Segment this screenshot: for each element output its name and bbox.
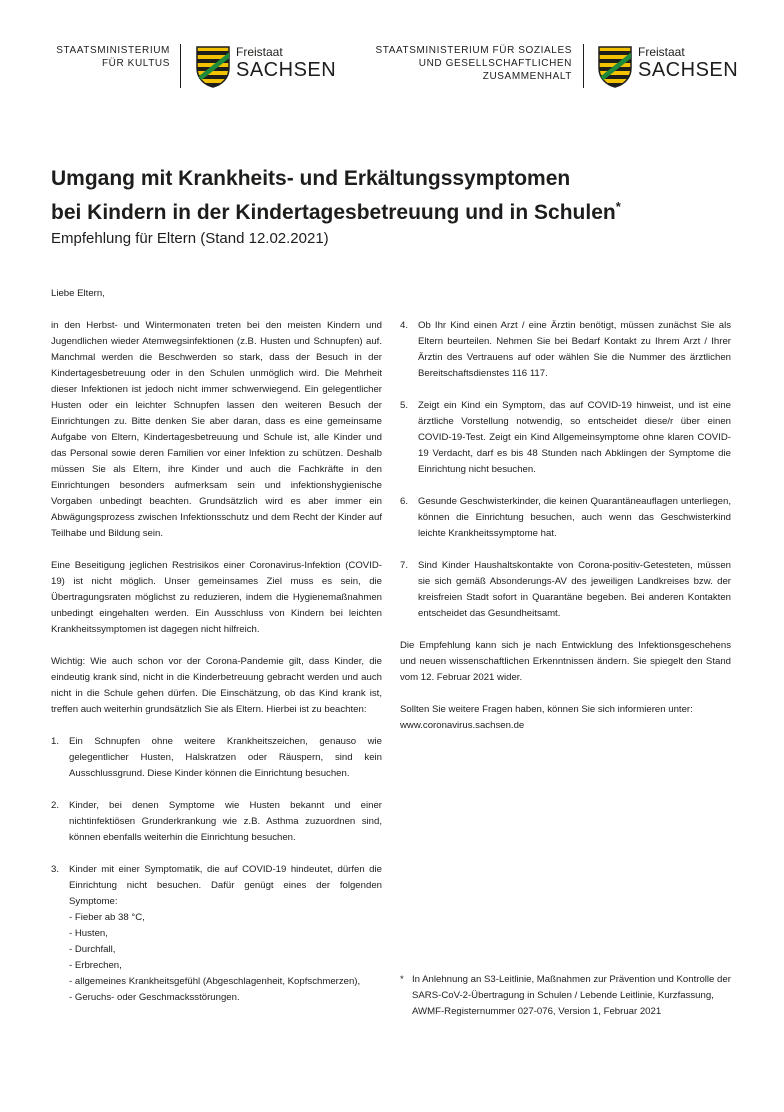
- intro-paragraph: in den Herbst- und Wintermonaten treten bei den meisten Kindern und Jugendlichen wieder Atemwegsinfektionen (z.B. Husten und Schnupfen) auf. Manchmal werden die Beschwerden so stark, dass der Besuch in der Kindertagesbetreuung oder in den Schulen unmöglich wird. Die Mehrheit dieser Infektionen ist jedoch nicht immer schwerwiegend. Ein gelegentlicher Husten oder ein leichter Schnupfen lassen den weiteren Besuch der Einrichtungen zu. Bitte denken Sie aber daran, dass es eine gemeinsame Aufgabe von Eltern, Kindertagesbetreuung und Schule ist, alle Kinder und das Personal sowie deren Familien vor einer Infektion zu schützen. Deshalb müssen Sie als Eltern, ihre Kinder und auch die Fachkräfte in den Einrichtungen besonders aufmerksam sein und infektionshygienische Vorgaben unbedingt beachten. Grundsätzlich wird es aber immer ein Abwägungsprozess zwischen Infektionsschutz und dem Recht der Kinder auf Teilhabe und Bildung sein.: [51, 320, 382, 539]
- list-item-number: 6.: [400, 496, 409, 507]
- document-title: [51, 165, 741, 227]
- symptom-item: - Geruchs- oder Geschmacksstörungen.: [69, 992, 240, 1003]
- list-item-text: Ein Schnupfen ohne weitere Krankheitszeichen, genauso wie gelegentlicher Husten, Halskratzen oder Räuspern, sind kein Ausschlussgrund. Diese Kinder können die Einrichtung besuchen.: [69, 736, 382, 779]
- symptom-item: - Durchfall,: [69, 944, 116, 955]
- rules-list-right: [400, 318, 731, 622]
- saxony-crest-icon: [196, 46, 230, 88]
- change-notice-paragraph: Die Empfehlung kann sich je nach Entwicklung des Infektionsgeschehens und neuen wissenschaftlichen Erkenntnissen ändern. Sie spiegelt den Stand vom 12. Februar 2021 wider.: [400, 640, 731, 683]
- page-header: [0, 0, 784, 110]
- title-line-2: [51, 193, 741, 227]
- freistaat-label: Freistaat: [638, 45, 685, 59]
- footnote-mark: *: [400, 974, 404, 985]
- list-item: [400, 318, 731, 382]
- list-item: [400, 558, 731, 622]
- list-item: [51, 862, 382, 1006]
- symptom-item: - allgemeines Krankheitsgefühl (Abgeschlagenheit, Kopfschmerzen),: [69, 976, 361, 987]
- right-column: [400, 318, 731, 734]
- symptom-list: [69, 910, 382, 1006]
- freistaat-label: Freistaat: [236, 45, 283, 59]
- list-item-number: 4.: [400, 320, 409, 331]
- title-line-1: Umgang mit Krankheits- und Erkältungssymptomen: [51, 167, 571, 190]
- list-item-text: Kinder mit einer Symptomatik, die auf COVID-19 hindeutet, dürfen die Einrichtung nicht besuchen. Dafür genügt eines der folgenden Symptome:: [69, 864, 382, 907]
- footnote: [400, 972, 731, 1020]
- list-item: [400, 494, 731, 542]
- footnote-mark: *: [615, 199, 621, 214]
- sachsen-label: SACHSEN: [236, 59, 337, 81]
- list-item: [51, 734, 382, 782]
- rules-list-left: [51, 734, 382, 1006]
- questions-paragraph: [400, 702, 731, 734]
- footnote-text: In Anlehnung an S3-Leitlinie, Maßnahmen zur Prävention und Kontrolle der SARS-CoV-2-Übertragung in Schulen / Lebende Leitlinie, Kurzfassung, AWMF-Registernummer 027-076, Version 1, Februar 2021: [412, 974, 731, 1017]
- list-item-text: Sind Kinder Haushaltskontakte von Corona-positiv-Getesteten, müssen sie sich gemäß Absonderungs-AV des jeweiligen Landkreises bzw. der kreisfreien Stadt sofort in Quarantäne begeben. Bei anderen Kontakten entscheidet das Gesundheitsamt.: [418, 560, 731, 619]
- saxony-crest-icon: [598, 46, 632, 88]
- header-divider-left: [180, 44, 181, 88]
- ministry-kultus-name: STAATSMINISTERIUM FÜR KULTUS: [56, 45, 170, 69]
- important-paragraph: Wichtig: Wie auch schon vor der Corona-Pandemie gilt, dass Kinder, die eindeutig krank sind, nicht in die Kinderbetreuung gebracht werden und auch nicht in die Schule gehen dürfen. Die Einschätzung, ob das Kind krank ist, treffen auch weiterhin grundsätzlich Sie als Eltern. Hierbei ist zu beachten:: [51, 656, 382, 715]
- list-item-text: Kinder, bei denen Symptome wie Husten bekannt und einer nichtinfektiösen Grunderkrankung wie z.B. Asthma zuzuordnen sind, können ebenfalls weiterhin die Einrichtung besuchen.: [69, 800, 382, 843]
- list-item-number: 3.: [51, 864, 60, 875]
- symptom-item: - Erbrechen,: [69, 960, 122, 971]
- list-item-text: Zeigt ein Kind ein Symptom, das auf COVID-19 hinweist, und ist eine ärztliche Vorstellung notwendig, so entscheidet diese/r über einen COVID-19-Test. Zeigt ein Kind Allgemeinsymptome ohne klaren COVID-19 Verdacht, darf es bis 48 Stunden nach Abklingen der Symptome die Einrichtung nicht besuchen.: [418, 400, 731, 475]
- list-item-number: 1.: [51, 736, 60, 747]
- greeting: Liebe Eltern,: [51, 288, 105, 299]
- list-item-text: Gesunde Geschwisterkinder, die keinen Quarantäneauflagen unterliegen, können die Einrichtung besuchen, auch wenn das Geschwisterkind leichte Krankheitssymptome hat.: [418, 496, 731, 539]
- sachsen-label: SACHSEN: [638, 59, 739, 81]
- header-divider-right: [583, 44, 584, 88]
- symptom-item: - Husten,: [69, 928, 108, 939]
- title-line-2-text: bei Kindern in der Kindertagesbetreuung und in Schulen: [51, 201, 616, 224]
- list-item-number: 2.: [51, 800, 60, 811]
- list-item: [51, 798, 382, 846]
- left-column: [51, 286, 382, 1022]
- symptom-item: - Fieber ab 38 °C,: [69, 912, 145, 923]
- info-url-link[interactable]: www.coronavirus.sachsen.de: [400, 720, 525, 731]
- list-item-number: 5.: [400, 400, 409, 411]
- list-item-number: 7.: [400, 560, 409, 571]
- list-item: [400, 398, 731, 478]
- risk-paragraph: Eine Beseitigung jeglichen Restrisikos einer Coronavirus-Infektion (COVID-19) ist nicht möglich. Unser gemeinsames Ziel muss es sein, die Übertragungsraten möglichst zu reduzieren, indem die Hygienemaßnahmen unbedingt eingehalten werden. Ein Ausschluss von Kindern bei leichten Krankheitssymptomen ist dagegen nicht hilfreich.: [51, 560, 382, 635]
- ministry-soziales-name: STAATSMINISTERIUM FÜR SOZIALES UND GESELLSCHAFTLICHEN ZUSAMMENHALT: [375, 45, 572, 82]
- document-subtitle: Empfehlung für Eltern (Stand 12.02.2021): [51, 230, 329, 247]
- questions-text: Sollten Sie weitere Fragen haben, können Sie sich informieren unter:: [400, 704, 693, 715]
- list-item-text: Ob Ihr Kind einen Arzt / eine Ärztin benötigt, müssen zunächst Sie als Eltern beurteilen. Nehmen Sie bei Bedarf Kontakt zu Ihrem Arzt / Ihrer Ärztin des Vertrauens auf oder wählen Sie die Nummer des ärztlichen Bereitschaftsdienstes 116 117.: [418, 320, 731, 379]
